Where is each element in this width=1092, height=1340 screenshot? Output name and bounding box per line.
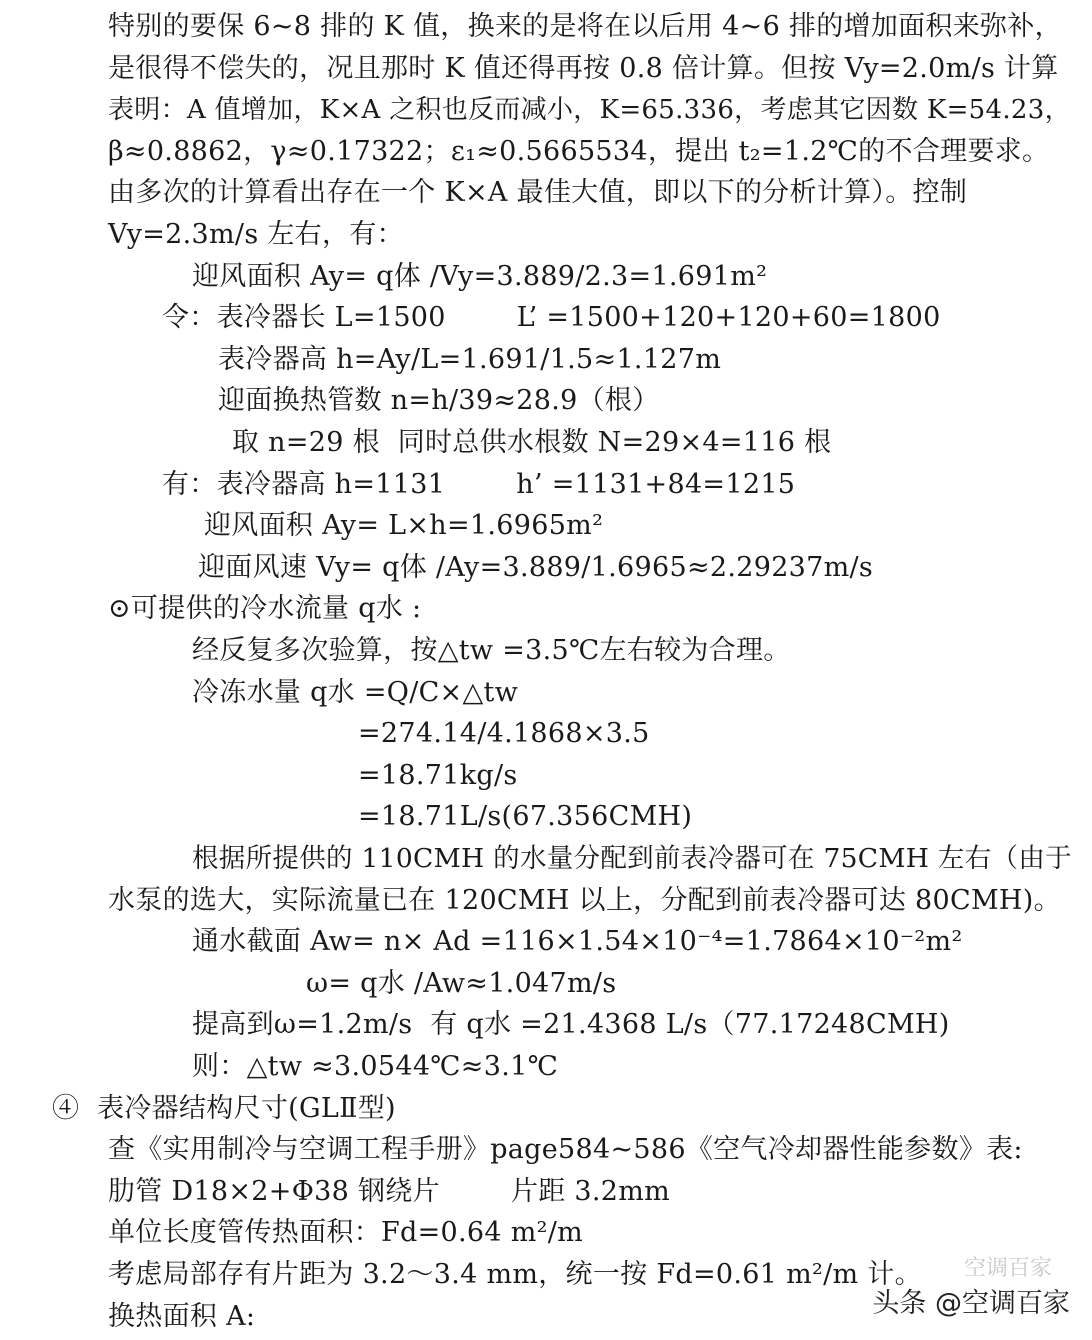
text-line: 肋管 D18×2+Φ38 钢绕片 片距 3.2mm xyxy=(108,1176,671,1207)
text-line: β≈0.8862，γ≈0.17322；ε₁≈0.5665534，提出 t₂=1.2℃的不合理要求。 xyxy=(108,136,1050,167)
text-line: ⊙可提供的冷水流量 q水 : xyxy=(108,593,422,624)
text-line: ④ 表冷器结构尺寸(GLⅡ型) xyxy=(52,1093,396,1124)
text-line: 则：△tw ≈3.0544℃≈3.1℃ xyxy=(192,1051,559,1082)
text-line: 查《实用制冷与空调工程手册》page584~586《空气冷却器性能参数》表: xyxy=(108,1134,1023,1165)
text-line: 根据所提供的 110CMH 的水量分配到前表冷器可在 75CMH 左右（由于 xyxy=(192,843,1072,874)
text-line: 表冷器高 h=Ay/L=1.691/1.5≈1.127m xyxy=(218,344,722,375)
text-line: 经反复多次验算，按△tw =3.5℃左右较为合理。 xyxy=(192,635,791,666)
text-line: 单位长度管传热面积：Fd=0.64 m²/m xyxy=(108,1217,584,1248)
text-line: 迎面风速 Vy= q体 /Ay=3.889/1.6965≈2.29237m/s xyxy=(198,552,874,583)
text-line: 考虑局部存有片距为 3.2～3.4 mm，统一按 Fd=0.61 m²/m 计。 xyxy=(108,1259,922,1290)
text-line: 由多次的计算看出存在一个 K×A 最佳大值，即以下的分析计算）。控制 xyxy=(108,177,968,208)
text-line: =18.71kg/s xyxy=(358,760,518,791)
text-line: 令：表冷器长 L=1500 L’ =1500+120+120+60=1800 xyxy=(162,302,941,333)
text-line: =274.14/4.1868×3.5 xyxy=(358,718,650,749)
text-line: 水泵的选大，实际流量已在 120CMH 以上，分配到前表冷器可达 80CMH)。 xyxy=(108,885,1061,916)
text-line: Vy=2.3m/s 左右，有： xyxy=(108,219,404,250)
watermark-text: 头条 @空调百家 xyxy=(872,1288,1070,1319)
text-line: 提高到ω=1.2m/s 有 q水 =21.4368 L/s（77.17248CMH) xyxy=(192,1009,950,1040)
text-line: 是很得不偿失的，况且那时 K 值还得再按 0.8 倍计算。但按 Vy=2.0m/s 计算 xyxy=(108,53,1059,84)
wechat-watermark: 空调百家 xyxy=(963,1256,1052,1281)
text-line: 迎面换热管数 n=h/39≈28.9（根） xyxy=(218,385,660,416)
text-line: 通水截面 Aw= n× Ad =116×1.54×10⁻⁴=1.7864×10⁻²m² xyxy=(192,926,963,957)
text-line: ω= q水 /Aw≈1.047m/s xyxy=(306,968,617,999)
text-line: 迎风面积 Ay= L×h=1.6965m² xyxy=(204,510,604,541)
text-line: 表明：A 值增加，K×A 之积也反而减小，K=65.336，考虑其它因数 K=54.23， xyxy=(108,95,1071,125)
text-line: =18.71L/s(67.356CMH) xyxy=(358,801,693,832)
text-line: 取 n=29 根 同时总供水根数 N=29×4=116 根 xyxy=(232,427,832,458)
text-line: 迎风面积 Ay= q体 /Vy=3.889/2.3=1.691m² xyxy=(192,261,768,292)
toutiao-watermark xyxy=(872,1256,1070,1320)
text-line: 特别的要保 6~8 排的 K 值，换来的是将在以后用 4~6 排的增加面积来弥补， xyxy=(108,11,1062,42)
text-line: 有：表冷器高 h=1131 h’ =1131+84=1215 xyxy=(162,469,796,500)
text-line: 换热面积 A: xyxy=(108,1301,256,1332)
text-line: 冷冻水量 q水 =Q/C×△tw xyxy=(192,677,519,708)
